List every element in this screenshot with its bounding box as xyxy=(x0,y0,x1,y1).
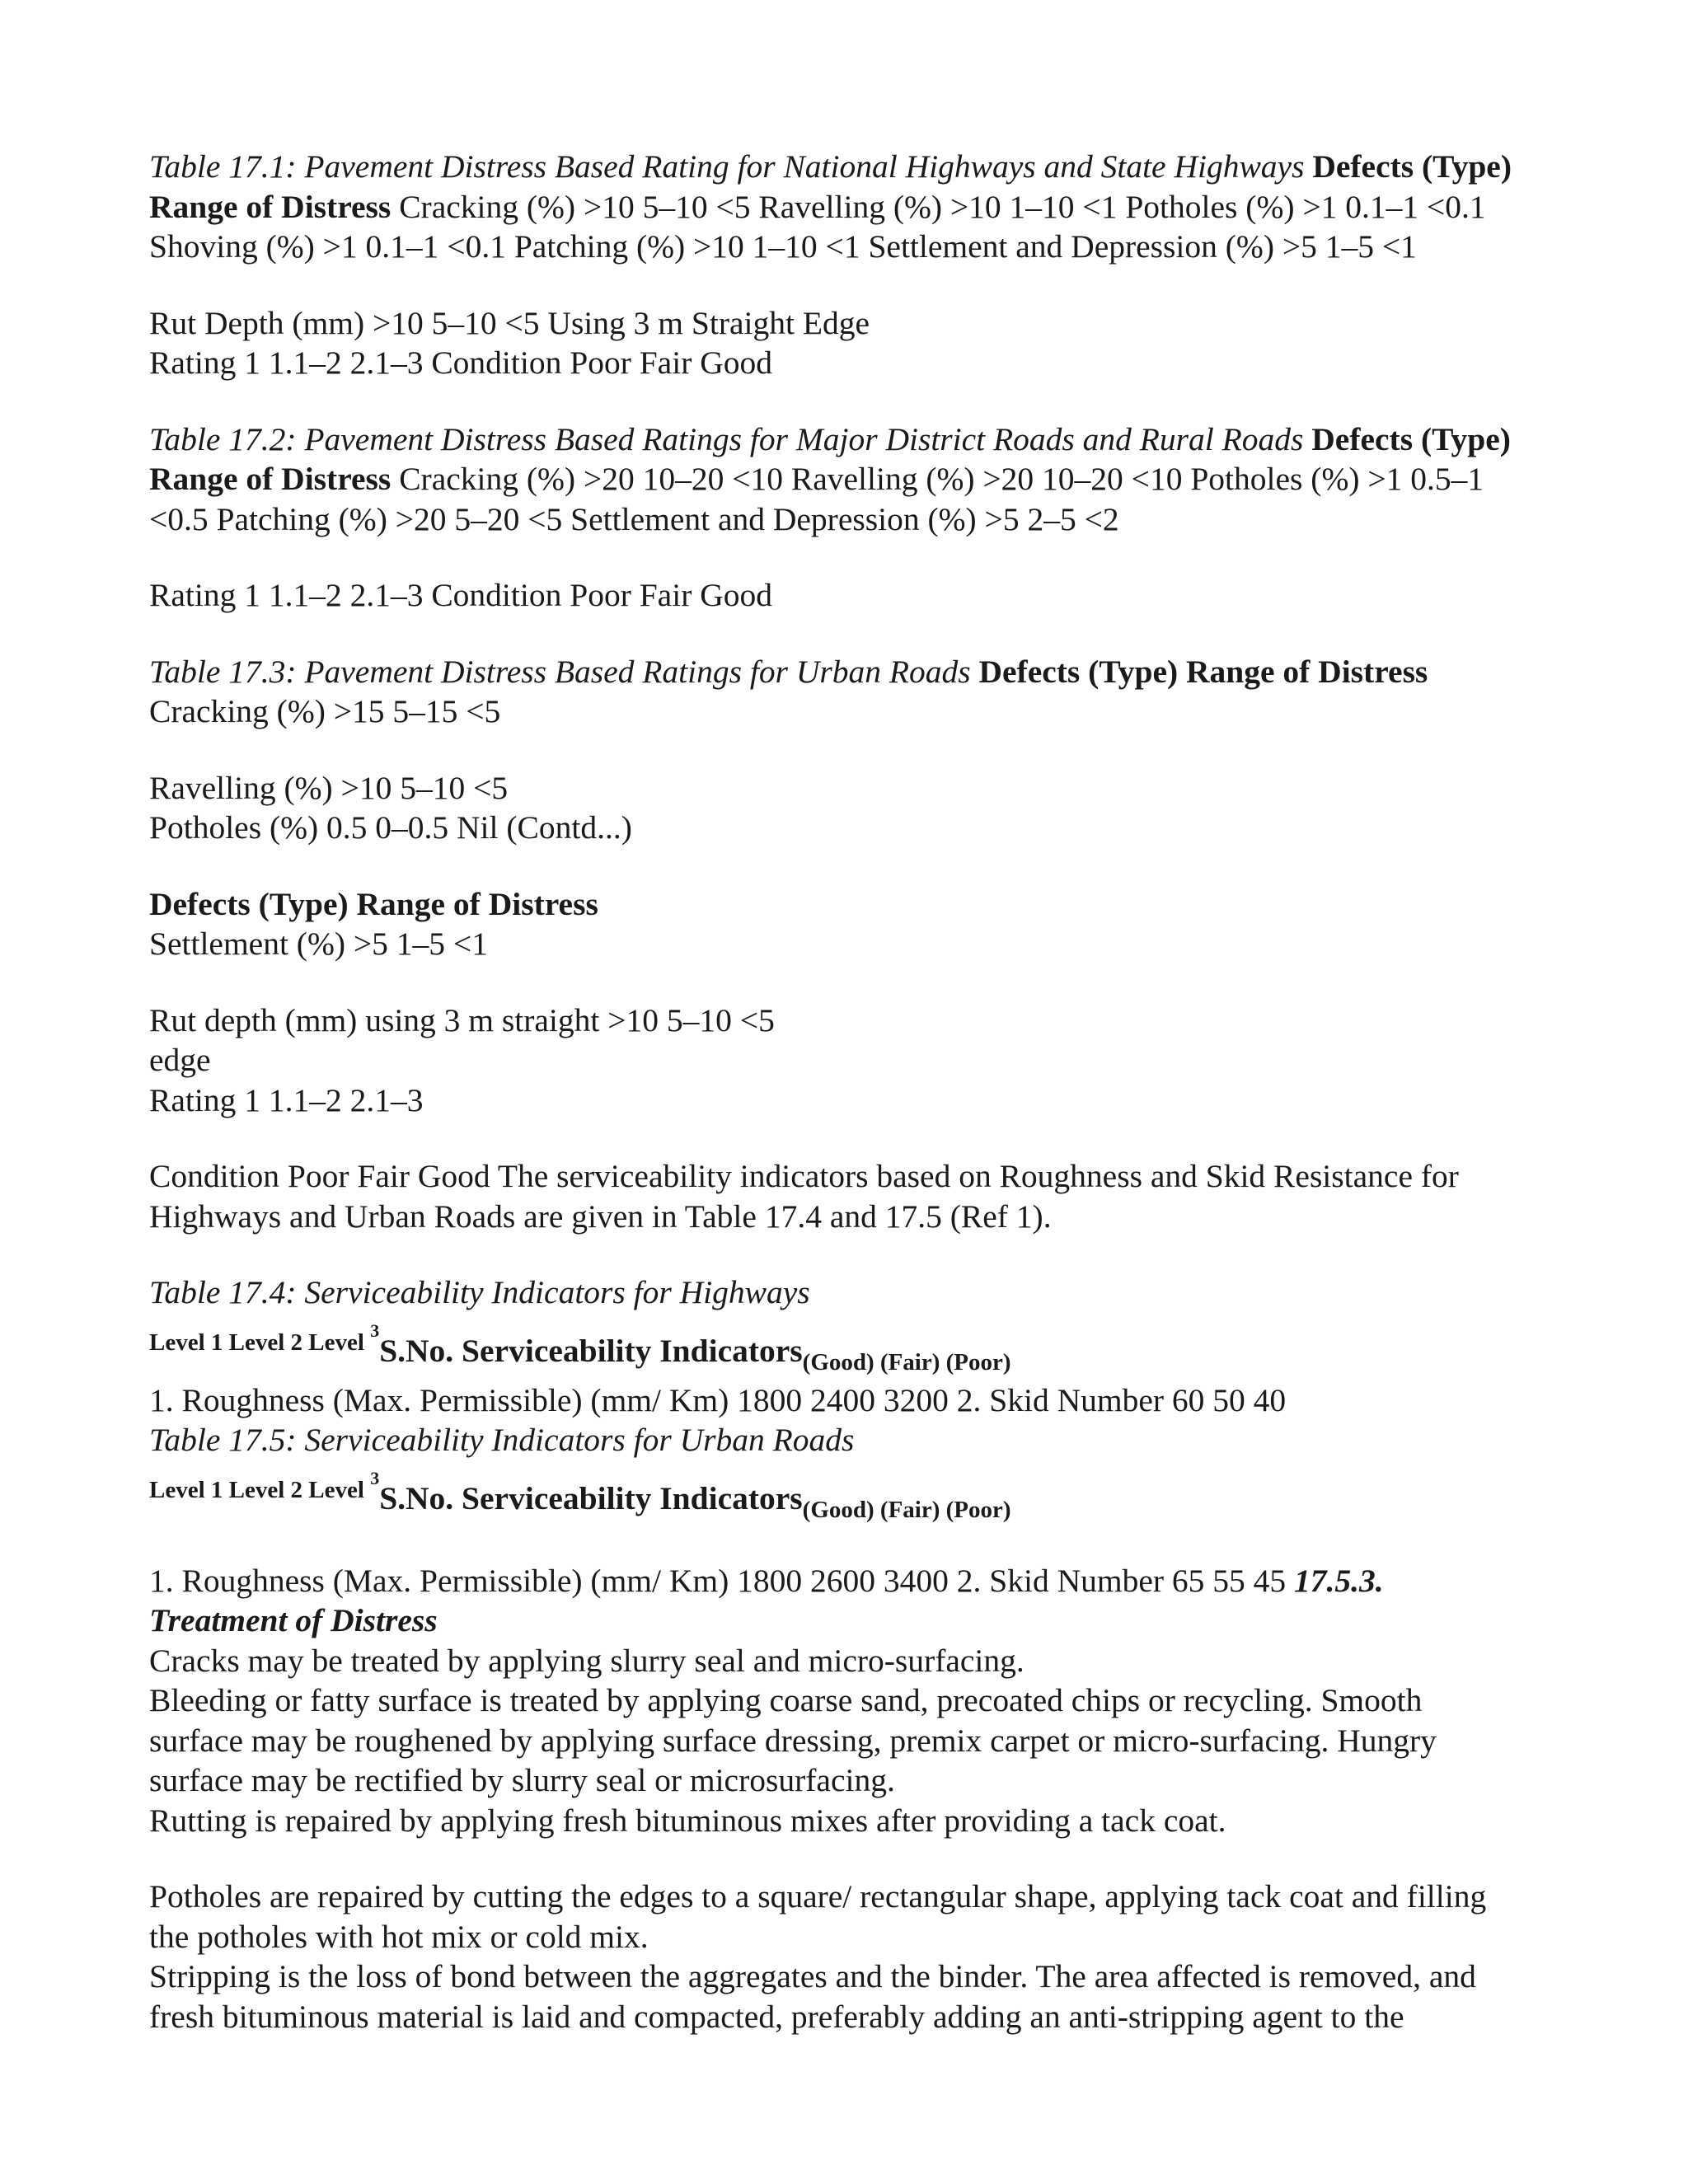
treatment-line-5: Rutting is repaired by applying fresh bituminous mixes after providing a tack coat. xyxy=(149,1802,1226,1839)
table-17-4-header xyxy=(149,1313,1542,1380)
treatment-line-4: surface may be rectified by slurry seal or microsurfacing. xyxy=(149,1762,895,1798)
table-17-1-line-5: Rating 1 1.1–2 2.1–3 Condition Poor Fair Good xyxy=(149,344,772,381)
table-17-2-block xyxy=(149,419,1542,540)
treatment-line-1: Cracks may be treated by applying slurry seal and micro-surfacing. xyxy=(149,1642,1025,1679)
table-17-5-row-line xyxy=(149,1561,1542,1601)
table-17-4-level-grades: (Good) (Fair) (Poor) xyxy=(802,1348,1011,1376)
treatment-line-6: Potholes are repaired by cutting the edges to a square/ rectangular shape, applying tack coat and filling xyxy=(149,1878,1487,1915)
table-17-3-line-2: Cracking (%) >15 5–15 <5 xyxy=(149,693,501,729)
treatment-block-2 xyxy=(149,1877,1542,2036)
treatment-line-2: Bleeding or fatty surface is treated by applying coarse sand, precoated chips or recycling. Smooth xyxy=(149,1682,1423,1718)
table-17-3-block-2 xyxy=(149,768,1542,848)
table-17-1-line-2 xyxy=(149,187,1542,227)
serviceability-intro-line-2: Highways and Urban Roads are given in Table 17.4 and 17.5 (Ref 1). xyxy=(149,1197,1052,1235)
table-17-3-block-3 xyxy=(149,884,1542,964)
table-17-2-line-2 xyxy=(149,459,1542,499)
table-17-3-block-4 xyxy=(149,1001,1542,1121)
serviceability-intro xyxy=(149,1156,1542,1236)
table-17-1-header: Defects (Type) xyxy=(1312,148,1512,185)
treatment-line-8: Stripping is the loss of bond between the aggregates and the binder. The area affected is removed, and xyxy=(149,1958,1476,1994)
table-17-5-row-block xyxy=(149,1561,1542,1641)
table-17-3-line-5: Settlement (%) >5 1–5 <1 xyxy=(149,926,488,962)
table-17-5-header xyxy=(149,1460,1542,1528)
table-17-4-levels: Level 1 Level 2 Level xyxy=(149,1329,371,1356)
table-17-2-row-text: Cracking (%) >20 10–20 <10 Ravelling (%) >20 10–20 <10 Potholes (%) >1 0.5–1 xyxy=(399,461,1484,497)
table-17-3-cont-header: Defects (Type) Range of Distress xyxy=(149,885,598,922)
table-17-5-block xyxy=(149,1420,1542,1528)
table-17-5-caption: Table 17.5: Serviceability Indicators for Urban Roads xyxy=(149,1422,855,1458)
table-17-4-levels-sup: 3 xyxy=(370,1319,380,1341)
table-17-3-line-4: Potholes (%) 0.5 0–0.5 Nil (Contd...) xyxy=(149,809,632,846)
table-17-1-row-text: Cracking (%) >10 5–10 <5 Ravelling (%) >10 1–10 <1 Potholes (%) >1 0.1–1 <0.1 xyxy=(399,188,1486,225)
table-17-4-block xyxy=(149,1272,1542,1420)
table-17-3-line-7: edge xyxy=(149,1042,211,1078)
table-17-1-block xyxy=(149,147,1542,267)
table-17-3-header: Defects (Type) Range of Distress xyxy=(978,653,1428,690)
table-17-2-line-1 xyxy=(149,419,1542,460)
treatment-block xyxy=(149,1641,1542,1841)
table-17-3-line-6: Rut depth (mm) using 3 m straight >10 5–10 <5 xyxy=(149,1001,775,1038)
table-17-5-row: 1. Roughness (Max. Permissible) (mm/ Km) 1800 2600 3400 2. Skid Number 65 55 45 xyxy=(149,1562,1295,1599)
spacer xyxy=(149,1528,1542,1561)
table-17-5-level-grades: (Good) (Fair) (Poor) xyxy=(802,1496,1011,1523)
table-17-5-indicators-heading: S.No. Serviceability Indicators xyxy=(379,1479,803,1516)
table-17-4-caption: Table 17.4: Serviceability Indicators for Highways xyxy=(149,1274,810,1310)
section-title: Treatment of Distress xyxy=(149,1602,438,1638)
table-17-1-block-2 xyxy=(149,303,1542,383)
table-17-2-line-4: Rating 1 1.1–2 2.1–3 Condition Poor Fair Good xyxy=(149,577,772,613)
table-17-1-line-4: Rut Depth (mm) >10 5–10 <5 Using 3 m Straight Edge xyxy=(149,304,870,341)
table-17-2-block-2 xyxy=(149,575,1542,616)
table-17-1-line-1 xyxy=(149,147,1542,187)
table-17-5-levels-sup: 3 xyxy=(370,1467,380,1488)
table-17-3-line-8: Rating 1 1.1–2 2.1–3 xyxy=(149,1081,424,1118)
table-17-1-header-2: Range of Distress xyxy=(149,188,392,225)
table-17-3-caption: Table 17.3: Pavement Distress Based Ratings for Urban Roads xyxy=(149,653,971,690)
serviceability-intro-line-1: Condition Poor Fair Good The serviceability indicators based on Roughness and Skid Resistance for xyxy=(149,1158,1459,1194)
table-17-2-caption: Table 17.2: Pavement Distress Based Ratings for Major District Roads and Rural Roads xyxy=(149,420,1304,457)
table-17-2-header: Defects (Type) xyxy=(1311,420,1511,457)
document-page xyxy=(149,147,1542,2073)
table-17-4-indicators-heading: S.No. Serviceability Indicators xyxy=(379,1332,803,1369)
section-number: 17.5.3. xyxy=(1294,1562,1384,1599)
table-17-5-levels: Level 1 Level 2 Level xyxy=(149,1476,371,1503)
table-17-3-line-1 xyxy=(149,652,1542,692)
table-17-3-line-3: Ravelling (%) >10 5–10 <5 xyxy=(149,769,509,806)
table-17-2-line-3: <0.5 Patching (%) >20 5–20 <5 Settlement and Depression (%) >5 2–5 <2 xyxy=(149,500,1119,537)
treatment-line-9: fresh bituminous material is laid and compacted, preferably adding an anti-stripping agent to the xyxy=(149,1998,1404,2035)
table-17-1-caption: Table 17.1: Pavement Distress Based Rating for National Highways and State Highways xyxy=(149,148,1305,185)
table-17-1-line-3: Shoving (%) >1 0.1–1 <0.1 Patching (%) >10 1–10 <1 Settlement and Depression (%) >5 1–5 <1 xyxy=(149,228,1417,265)
table-17-4-row: 1. Roughness (Max. Permissible) (mm/ Km) 1800 2400 3200 2. Skid Number 60 50 40 xyxy=(149,1381,1287,1418)
table-17-3-block xyxy=(149,652,1542,732)
treatment-line-3: surface may be roughened by applying surface dressing, premix carpet or micro-surfacing. Hungry xyxy=(149,1722,1437,1759)
table-17-2-header-2: Range of Distress xyxy=(149,461,392,497)
treatment-line-7: the potholes with hot mix or cold mix. xyxy=(149,1918,649,1955)
